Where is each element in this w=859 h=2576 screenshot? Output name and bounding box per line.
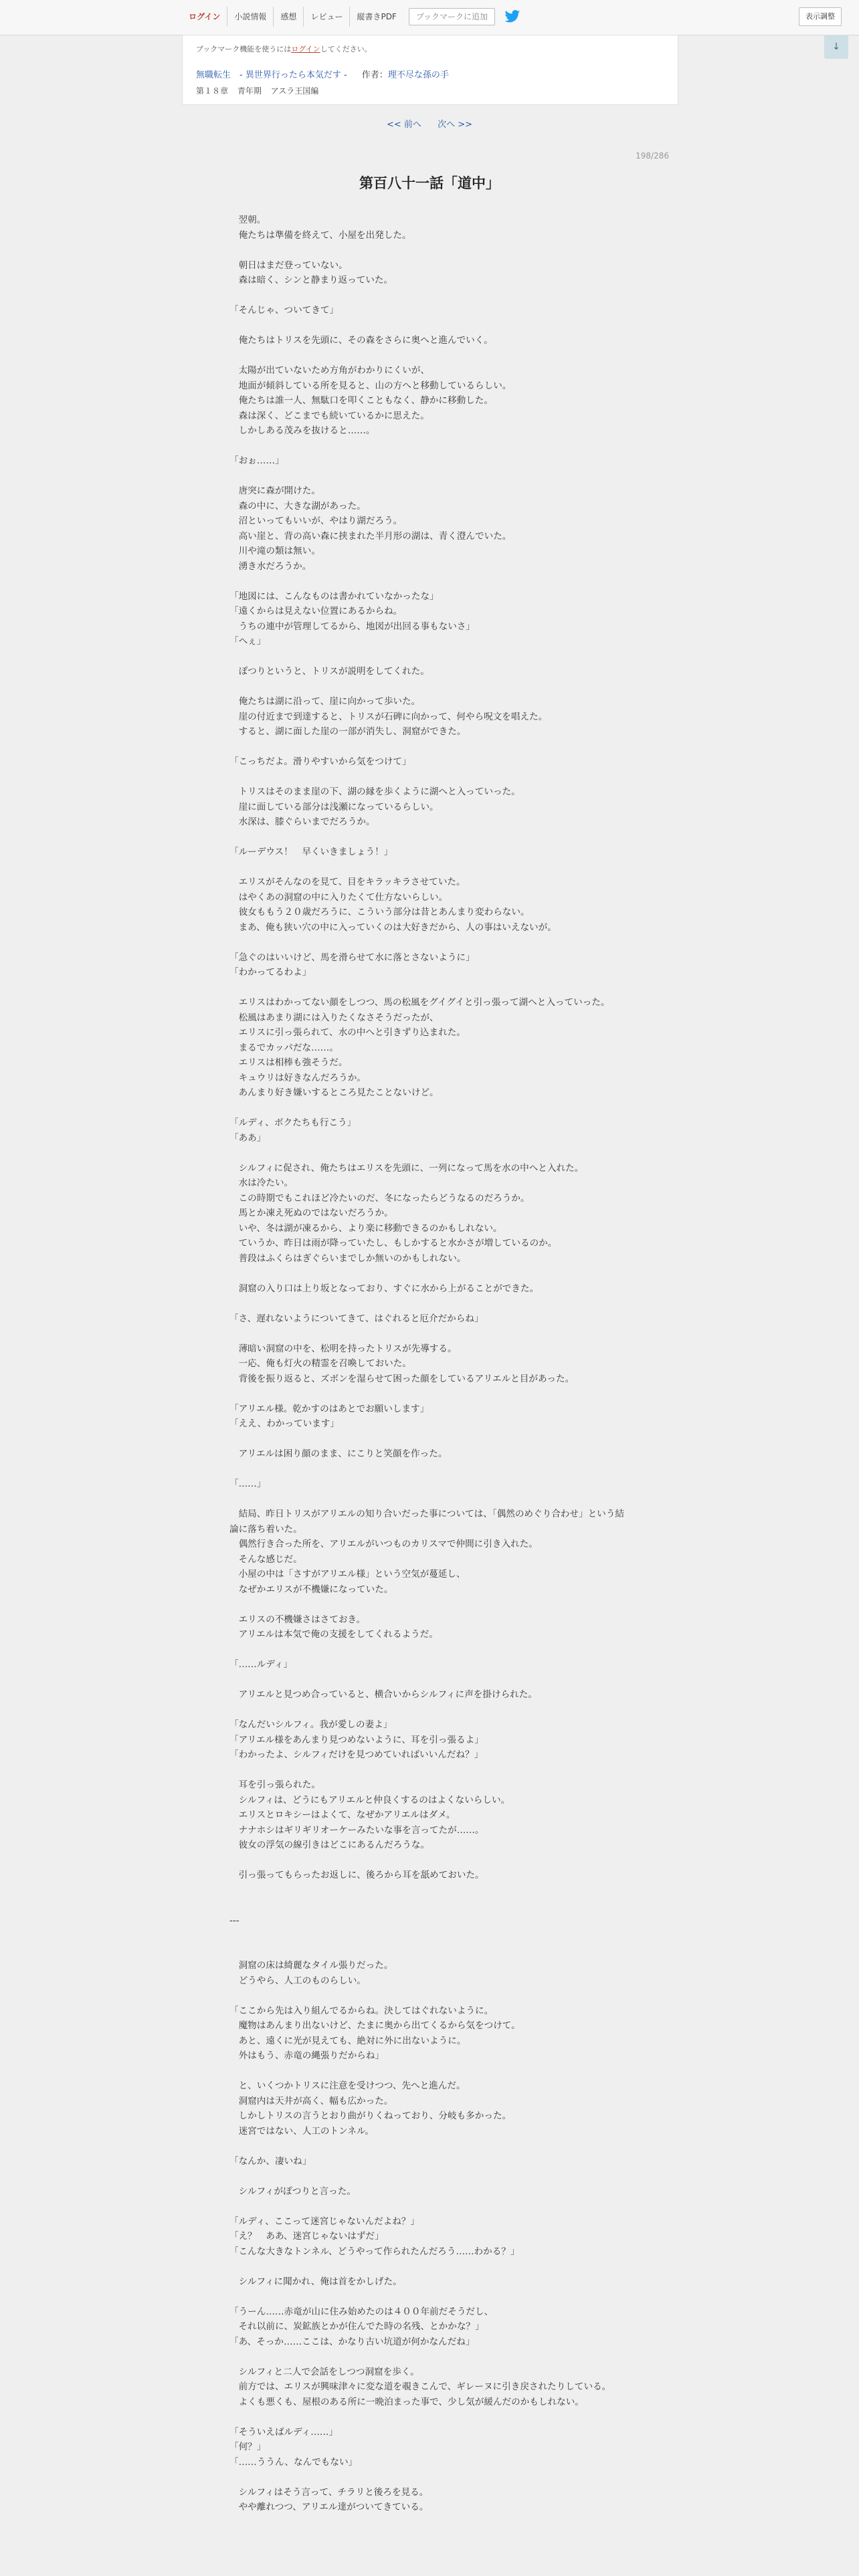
body-line: 唐突に森が開けた。: [229, 486, 320, 496]
chapter-number: 第１８章: [196, 86, 229, 96]
body-line: [229, 1943, 631, 1959]
body-line: 「ええ、わかっています」: [229, 1418, 339, 1429]
body-line: [229, 1883, 631, 1899]
body-line: [229, 574, 631, 589]
body-line: キュウリは好きなんだろうか。: [229, 1072, 366, 1083]
body-line: 沼といってもいいが、やはり湖だろう。: [229, 516, 403, 526]
body-line: 「そういえばルディ……」: [229, 2426, 339, 2438]
body-line: [229, 980, 631, 996]
series-title-link[interactable]: 無職転生 - 異世界行ったら本気だす -: [196, 70, 347, 80]
body-line: 水深は、膝ぐらいまでだろうか。: [229, 817, 375, 827]
body-line: 耳を引っ張られた。: [229, 1780, 320, 1790]
body-line: エリスとロキシーはよくて、なぜかアリエルはダメ。: [229, 1810, 456, 1820]
body-line: まるでカッパだな……。: [229, 1042, 339, 1053]
body-line: [229, 2289, 631, 2304]
body-line: [229, 1853, 631, 1868]
add-bookmark-button[interactable]: ブックマークに追加: [409, 8, 495, 25]
body-line: 「さ、遅れないようについてきて、はぐれると厄介だからね」: [229, 1313, 484, 1324]
body-line: 「わかってるわよ」: [229, 967, 312, 978]
body-line: 背後を振り返ると、ズボンを湿らせて困った顔をしているアリエルと目があった。: [229, 1373, 575, 1384]
body-line: [229, 740, 631, 755]
body-line: 「……ルディ」: [229, 1659, 293, 1670]
body-line: 「おぉ……」: [229, 455, 284, 466]
body-line: [229, 860, 631, 875]
body-line: アリエルと見つめ合っていると、横合いからシルフィに声を掛けられた。: [229, 1689, 537, 1700]
bookmark-notice-text: ブックマーク機能を使うには: [196, 45, 292, 53]
body-line: [229, 2259, 631, 2274]
chapter-period: 青年期: [237, 86, 262, 96]
display-settings-button[interactable]: 表示調整: [799, 7, 842, 26]
body-line: 「アリエル様。乾かすのはあとでお願いします」: [229, 1403, 430, 1414]
body-line: 「ルディ、ここって迷宮じゃないんだよね？」: [229, 2216, 420, 2227]
body-line: 「ルーデウス！ 早くいきましょう！」: [229, 847, 393, 857]
author-link[interactable]: 理不尽な孫の手: [387, 70, 449, 80]
bookmark-login-link[interactable]: ログイン: [291, 45, 320, 53]
body-line: 「……」: [229, 1479, 266, 1489]
body-line: 「わかったよ、シルフィだけを見つめていればいいんだね？」: [229, 1749, 484, 1760]
body-line: 崖に面している部分は浅瀬になっているらしい。: [229, 801, 439, 813]
body-line: エリスはわかってない顔をしつつ、馬の松風をグイグイと引っ張って湖へと入っていった。: [229, 997, 610, 1008]
body-line: エリスがそんなのを見て、目をキラッキラさせていた。: [229, 877, 466, 887]
body-line: どうやら、人工のものらしい。: [229, 1975, 366, 1986]
body-line: シルフィと二人で会話をしつつ洞窟を歩く。: [229, 2366, 419, 2377]
nav-impressions-link[interactable]: 感想: [273, 7, 303, 27]
body-line: 薄暗い洞窟の中を、松明を持ったトリスが先導する。: [229, 1343, 457, 1354]
body-line: アリエルは困り顔のまま、にこりと笑顔を作った。: [229, 1448, 448, 1459]
body-line: [229, 2064, 631, 2079]
body-line: [229, 1146, 631, 1161]
body-line: 「ああ」: [229, 1132, 266, 1144]
body-line: 「うーん……赤竜が山に住み始めたのは４００年前だそうだし、: [229, 2306, 494, 2317]
body-line: 「こっちだよ。滑りやすいから気をつけて」: [229, 756, 411, 767]
body-line: 前方では、エリスが興味津々に変な道を覗きこんで、ギレーヌに引き戻されたりしている。: [229, 2381, 611, 2392]
body-line: [229, 1462, 631, 1477]
body-line: 普段はふくらはぎぐらいまでしか無いのかもしれない。: [229, 1253, 466, 1264]
body-line: はやくあの洞窟の中に入りたくて仕方ないらしい。: [229, 891, 448, 903]
body-line: [229, 2139, 631, 2154]
body-line: [229, 935, 631, 950]
body-line: 松風はあまり湖には入りたくなさそうだったが、: [229, 1012, 439, 1023]
body-line: よくも悪くも、屋根のある所に一晩泊まった事で、少し気が緩んだのかもしれない。: [229, 2396, 584, 2407]
body-line: 魔物はあんまり出ないけど、たまに奥から出てくるから気をつけて。: [229, 2020, 520, 2031]
body-line: 森は深く、どこまでも続いているかに思えた。: [229, 410, 430, 421]
body-line: [229, 1928, 631, 1943]
body-line: [229, 469, 631, 484]
body-line: 「ルディ、ボクたちも行こう」: [229, 1117, 357, 1128]
page-count: 198/286: [636, 151, 669, 160]
chapter-title: 第百八十一話「道中」: [359, 175, 500, 191]
body-line: あと、遠くに光が見えても、絶対に外に出ないように。: [229, 2035, 466, 2046]
nav-novel-info-link[interactable]: 小説情報: [227, 7, 273, 27]
body-line: やや離れつつ、アリエル達がついてきている。: [229, 2502, 429, 2512]
body-line: [229, 1492, 631, 1507]
body-line: [229, 348, 631, 364]
body-line: エリスは相棒も強そうだ。: [229, 1057, 348, 1068]
body-line: 彼女ももう２０歳だろうに、こういう部分は昔とあんまり変わらない。: [229, 907, 530, 918]
body-line: そんな感じだ。: [229, 1553, 302, 1565]
body-line: [229, 2199, 631, 2214]
body-line: [229, 243, 631, 258]
body-line: トリスはそのまま崖の下、湖の縁を歩くように湖へと入っていった。: [229, 786, 520, 797]
body-line: [229, 439, 631, 454]
body-line: それ以前に、炭鉱族とかが住んでた時の名残、とかかな？」: [229, 2321, 484, 2332]
bookmark-notice-suffix: してください。: [320, 45, 372, 53]
pager: [0, 117, 859, 130]
top-navigation: [0, 0, 859, 35]
body-line: [229, 2349, 631, 2365]
body-line: 俺たちはトリスを先頭に、その森をさらに奥へと進んでいく。: [229, 335, 493, 346]
body-line: 俺たちは誰一人、無駄口を叩くこともなく、静かに移動した。: [229, 395, 493, 406]
body-line: 引っ張ってもらったお返しに、後ろから耳を舐めておいた。: [229, 1870, 484, 1881]
body-line: 偶然行き合った所を、アリエルがいつものカリスマで仲間に引き入れた。: [229, 1539, 538, 1549]
body-line: 水は冷たい。: [229, 1178, 294, 1188]
body-line: ---: [229, 1915, 240, 1926]
next-page-link[interactable]: 次へ >>: [438, 120, 472, 130]
body-line: [229, 2470, 631, 2485]
body-line: 「アリエル様をあんまり見つめないように、耳を引っ張るよ」: [229, 1734, 484, 1745]
body-line: [229, 2169, 631, 2184]
nav-menu: [182, 7, 520, 27]
body-line: [229, 1326, 631, 1341]
body-line: 朝日はまだ登っていない。: [229, 259, 348, 271]
body-line: うちの連中が管理してるから、地図が出回る事もないさ」: [229, 621, 476, 632]
scroll-down-button[interactable]: [824, 35, 848, 59]
body-line: [229, 1703, 631, 1718]
body-line: 「ここから先は入り組んでるからね。決してはぐれないように。: [229, 2005, 494, 2016]
body-line: 「地図には、こんなものは書かれていなかったな」: [229, 591, 439, 602]
body-line: 翌朝。: [229, 215, 266, 225]
body-line: すると、湖に面した崖の一部が消失し、洞窟ができた。: [229, 726, 466, 737]
body-line: あんまり好き嫌いするところ見たことないけど。: [229, 1087, 439, 1098]
body-line: [229, 1763, 631, 1778]
body-line: [229, 1898, 631, 1913]
body-line: 馬とか凍え死ぬのではないだろうか。: [229, 1208, 393, 1218]
author-line: [362, 70, 449, 80]
body-line: シルフィに促され、俺たちはエリスを先頭に、一列になって馬を水の中へと入れた。: [229, 1162, 584, 1174]
body-line: 一応、俺も灯火の精霊を召喚しておいた。: [229, 1358, 411, 1369]
body-line: [229, 1296, 631, 1311]
chevron-down-icon: ↓: [832, 41, 840, 52]
body-line: 外はもう、赤竜の縄張りだからね」: [229, 2050, 385, 2061]
body-line: [229, 2409, 631, 2425]
body-line: 「なんか、凄いね」: [229, 2155, 312, 2167]
body-line: しかしトリスの言うとおり曲がりくねっており、分岐も多かった。: [229, 2111, 512, 2121]
prev-page-link[interactable]: << 前へ: [387, 120, 421, 130]
novel-info-box: [182, 35, 678, 105]
body-line: [229, 649, 631, 665]
body-line: 迷宮ではない、人工のトンネル。: [229, 2125, 375, 2137]
body-line: 洞窟の床は綺麗なタイル張りだった。: [229, 1960, 393, 1971]
body-line: エリスの不機嫌さはさておき。: [229, 1614, 366, 1625]
body-line: 森は暗く、シンと静まり返っていた。: [229, 275, 393, 286]
body-line: この時期でもこれほど冷たいのだ、冬になったらどうなるのだろうか。: [229, 1192, 530, 1204]
body-line: 湧き水だろうか。: [229, 560, 312, 572]
body-line: 「何？」: [229, 2442, 266, 2452]
body-line: [229, 288, 631, 304]
body-line: ぽつりというと、トリスが説明をしてくれた。: [229, 666, 430, 677]
body-line: 川や滝の類は無い。: [229, 546, 320, 556]
body-line: [229, 1266, 631, 1281]
body-line: 「え？ ああ、迷宮じゃないはずだ」: [229, 2231, 384, 2242]
body-line: [229, 1673, 631, 1688]
body-line: 俺たちは準備を終えて、小屋を出発した。: [229, 229, 411, 241]
body-line: シルフィは、どうにもアリエルと仲良くするのはよくないらしい。: [229, 1794, 510, 1806]
body-line: まあ、俺も狭い穴の中に入っていくのは大好きだから、人の事はいえないが。: [229, 922, 557, 933]
body-line: 太陽が出ていないため方角がわかりにくいが、: [229, 365, 430, 376]
chapter-breadcrumb: [196, 85, 325, 96]
body-line: 「……ううん、なんでもない」: [229, 2456, 358, 2468]
body-line: [229, 1597, 631, 1612]
bookmark-notice: [196, 43, 372, 54]
nav-review-link[interactable]: レビュー: [303, 7, 349, 27]
body-line: ナナホシはギリギリオーケーみたいな事を言ってたが……。: [229, 1824, 484, 1836]
body-line: 「あ、そっか……ここは、かなり古い坑道が何かなんだね」: [229, 2336, 475, 2347]
nav-login-link[interactable]: ログイン: [189, 12, 221, 21]
body-line: しかしある茂みを抜けると……。: [229, 425, 375, 436]
body-line: [229, 1386, 631, 1402]
body-line: 「急ぐのはいいけど、馬を滑らせて水に落とさないように」: [229, 952, 475, 963]
body-line: 「遠くからは見えない位置にあるからね。: [229, 606, 403, 617]
body-line: アリエルは本気で俺の支援をしてくれるようだ。: [229, 1629, 438, 1640]
body-line: 「こんな大きなトンネル、どうやって作られたんだろう……わかる？」: [229, 2246, 520, 2257]
body-line: [229, 830, 631, 845]
body-line: [229, 1432, 631, 1447]
body-line: 崖の付近まで到達すると、トリスが石碑に向かって、何やら呪文を唱えた。: [229, 711, 548, 722]
nav-vertical-pdf-link[interactable]: 縦書きPDF: [349, 7, 403, 27]
body-line: 森の中に、大きな湖があった。: [229, 500, 366, 512]
body-line: [229, 770, 631, 785]
body-line: 高い崖と、背の高い森に挟まれた半月形の湖は、青く澄んでいた。: [229, 530, 512, 542]
author-label: 作者：: [361, 70, 388, 80]
body-line: と、いくつかトリスに注意を受けつつ、先へと進んだ。: [229, 2080, 466, 2091]
body-line: 彼女の浮気の線引きはどこにあるんだろうな。: [229, 1840, 430, 1850]
chapter-arc: アスラ王国編: [270, 86, 319, 96]
body-line: 俺たちは湖に沿って、崖に向かって歩いた。: [229, 696, 421, 707]
body-line: シルフィに聞かれ、俺は首をかしげた。: [229, 2276, 402, 2287]
body-line: 小屋の中は「さすがアリエル様」という空気が蔓延し、: [229, 1569, 466, 1580]
twitter-icon[interactable]: [504, 10, 520, 23]
series-line: [196, 68, 449, 80]
body-line: 結局、昨日トリスがアリエルの知り合いだった事については、「偶然のめぐり合わせ」という結論に落ち着いた。: [229, 1509, 624, 1535]
body-line: [229, 1101, 631, 1116]
body-line: 「なんだいシルフィ。我が愛しの妻よ」: [229, 1719, 393, 1730]
body-line: 「へぇ」: [229, 636, 266, 647]
body-line: 洞窟内は天井が高く、幅も広かった。: [229, 2095, 393, 2107]
body-line: 地面が傾斜している所を見ると、山の方へと移動しているらしい。: [229, 380, 512, 391]
body-line: シルフィはそう言って、チラリと後ろを見る。: [229, 2486, 429, 2498]
body-line: [229, 1988, 631, 2004]
body-line: エリスに引っ張られて、水の中へと引きずり込まれた。: [229, 1027, 466, 1038]
body-line: いや、冬は湖が凍るから、より楽に移動できるのかもしれない。: [229, 1222, 502, 1234]
body-line: 「そんじゃ、ついてきて」: [229, 305, 339, 316]
body-line: ていうか、昨日は雨が降っていたし、もしかすると水かさが増しているのか。: [229, 1238, 557, 1249]
body-line: [229, 679, 631, 695]
novel-body: [229, 213, 631, 2515]
body-line: シルフィがぽつりと言った。: [229, 2185, 356, 2197]
body-line: [229, 1642, 631, 1658]
body-line: [229, 318, 631, 334]
body-line: なぜかエリスが不機嫌になっていた。: [229, 1584, 393, 1595]
body-line: 洞窟の入り口は上り坂となっており、すぐに水から上がることができた。: [229, 1283, 539, 1294]
